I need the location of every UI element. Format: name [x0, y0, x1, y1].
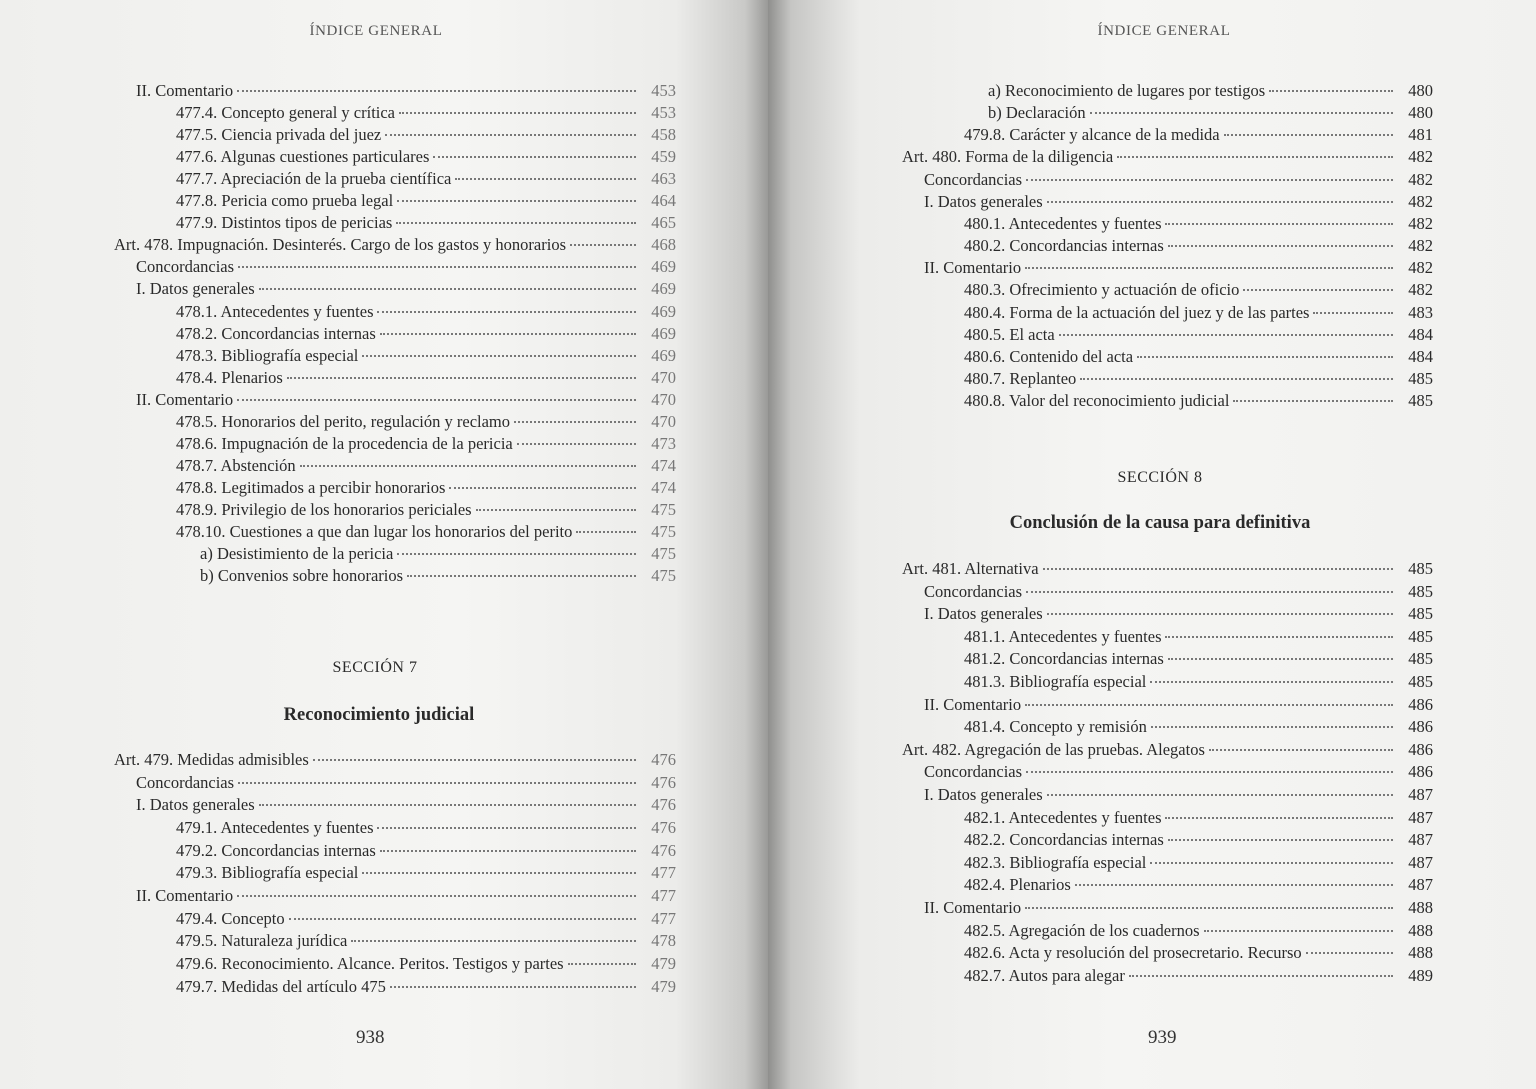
- dot-leader: [380, 849, 636, 852]
- toc-entry-page: 475: [651, 499, 676, 519]
- toc-entry-title: II. Comentario: [924, 694, 1022, 714]
- toc-entry-title: 480.3. Ofrecimiento y actuación de oficio: [964, 280, 1240, 300]
- toc-entry: [114, 817, 676, 839]
- toc-entry-title: 478.9. Privilegio de los honorarios periciales: [176, 499, 472, 519]
- section-8-title: Conclusión de la causa para definitiva: [1009, 513, 1311, 533]
- toc-entry: [902, 302, 1433, 324]
- right-page: [768, 0, 1536, 1089]
- dot-leader: [1026, 590, 1393, 593]
- dot-leader: [1080, 377, 1393, 380]
- dot-leader: [237, 89, 636, 92]
- toc-entry-title: 479.5. Naturaleza jurídica: [176, 931, 348, 951]
- toc-entry: [114, 521, 676, 543]
- toc-entry-title: I. Datos generales: [136, 279, 255, 299]
- toc-entry-page: 488: [1408, 898, 1433, 917]
- dot-leader: [390, 985, 636, 988]
- toc-entry: [902, 694, 1433, 716]
- toc-entry-page: 481: [1408, 125, 1433, 145]
- toc-entry: [114, 212, 676, 234]
- toc-entry: [114, 389, 676, 411]
- dot-leader: [517, 442, 636, 445]
- toc-entry-page: 464: [651, 191, 676, 211]
- toc-entry-title: 478.3. Bibliografía especial: [176, 345, 359, 365]
- toc-entry-title: a) Reconocimiento de lugares por testigos: [988, 81, 1266, 100]
- toc-entry-title: 482.2. Concordancias internas: [964, 830, 1164, 850]
- toc-entry-page: 453: [651, 81, 676, 100]
- toc-entry-page: 488: [1408, 920, 1433, 940]
- toc-entry-title: 479.3. Bibliografía especial: [176, 863, 359, 883]
- toc-entry-page: 459: [651, 147, 676, 167]
- toc-entry: [114, 749, 676, 771]
- toc-entry-page: 473: [651, 433, 676, 453]
- dot-leader: [1075, 883, 1393, 886]
- toc-entry: [114, 794, 676, 816]
- toc-entry-page: 485: [1408, 649, 1433, 669]
- toc-entry-page: 487: [1408, 785, 1433, 804]
- toc-entry-page: 469: [651, 279, 676, 299]
- toc-entry: [114, 499, 676, 521]
- dot-leader: [455, 177, 636, 180]
- toc-entry: [114, 477, 676, 499]
- toc-entry: [902, 124, 1433, 146]
- toc-entry: [114, 953, 676, 975]
- toc-entry: [902, 235, 1433, 257]
- toc-entry-page: 486: [1408, 717, 1433, 737]
- toc-entry-title: Art. 478. Impugnación. Desinterés. Cargo de los gastos y honorarios: [114, 235, 566, 255]
- toc-entry-page: 487: [1408, 852, 1433, 872]
- toc-entry-title: 479.7. Medidas del artículo 475: [176, 976, 386, 996]
- toc-entry-title: 478.8. Legitimados a percibir honorarios: [176, 477, 446, 497]
- dot-leader: [1129, 974, 1393, 977]
- toc-entry-title: 480.5. El acta: [964, 324, 1055, 344]
- toc-entry-title: Concordancias: [924, 169, 1023, 189]
- toc-entry-title: 477.4. Concepto general y crítica: [176, 103, 396, 123]
- toc-entry-page: 482: [1408, 191, 1433, 211]
- toc-entry: [114, 930, 676, 952]
- toc-entry: [902, 784, 1433, 806]
- toc-entry-title: 479.8. Carácter y alcance de la medida: [964, 125, 1220, 145]
- toc-entry-title: II. Comentario: [924, 258, 1022, 278]
- dot-leader: [1168, 244, 1393, 247]
- toc-entry-page: 463: [651, 169, 676, 189]
- toc-entry-page: 475: [651, 522, 676, 541]
- toc-entry-page: 474: [651, 477, 676, 497]
- dot-leader: [1151, 725, 1393, 728]
- toc-entry-page: 487: [1408, 875, 1433, 895]
- dot-leader: [1168, 657, 1393, 660]
- toc-entry-title: II. Comentario: [136, 389, 234, 409]
- toc-entry: [114, 168, 676, 190]
- dot-leader: [1168, 838, 1393, 841]
- dot-leader: [1047, 200, 1393, 203]
- toc-entry-page: 482: [1408, 236, 1433, 256]
- dot-leader: [1150, 861, 1393, 864]
- dot-leader: [1117, 155, 1393, 158]
- toc-entry: [114, 124, 676, 146]
- toc-entry-page: 477: [651, 908, 676, 928]
- dot-leader: [385, 133, 636, 136]
- toc-entry-page: 476: [651, 772, 676, 792]
- toc-entry-title: Concordancias: [136, 772, 235, 792]
- toc-entry-title: 479.4. Concepto: [176, 908, 285, 928]
- toc-entry-title: 481.4. Concepto y remisión: [964, 717, 1147, 737]
- toc-entry: [114, 772, 676, 794]
- dot-leader: [259, 803, 636, 806]
- toc-entry-title: 481.1. Antecedentes y fuentes: [964, 626, 1162, 646]
- toc-entry: [114, 543, 676, 565]
- dot-leader: [399, 111, 636, 114]
- toc-entry-page: 483: [1408, 302, 1433, 322]
- toc-entry-title: 482.7. Autos para alegar: [964, 965, 1125, 985]
- running-head-left: ÍNDICE GENERAL: [309, 23, 443, 39]
- toc-entry-title: 480.8. Valor del reconocimiento judicial: [964, 391, 1230, 411]
- dot-leader: [1269, 89, 1393, 92]
- toc-entry-title: Art. 481. Alternativa: [902, 559, 1039, 578]
- section-8-label: [1085, 469, 1235, 487]
- dot-leader: [1150, 680, 1393, 683]
- toc-entry: [902, 213, 1433, 235]
- toc-entry-page: 475: [651, 566, 676, 586]
- toc-entry: [114, 278, 676, 300]
- toc-entry-page: 487: [1408, 807, 1433, 827]
- toc-entry-title: 479.2. Concordancias internas: [176, 840, 376, 860]
- toc-entry-page: 486: [1408, 694, 1433, 714]
- toc-entry-page: 474: [651, 455, 676, 475]
- dot-leader: [1047, 612, 1393, 615]
- toc-entry: [902, 390, 1433, 412]
- dot-leader: [237, 398, 636, 401]
- toc-entry-page: 484: [1408, 324, 1433, 344]
- toc-entry: [114, 367, 676, 389]
- toc-entry: [902, 146, 1433, 168]
- toc-entry: [902, 603, 1433, 625]
- dot-leader: [1025, 703, 1393, 706]
- toc-entry-page: 469: [651, 301, 676, 321]
- toc-entry-title: 482.5. Agregación de los cuadernos: [964, 920, 1200, 940]
- toc-entry: [902, 581, 1433, 603]
- dot-leader: [289, 917, 636, 920]
- toc-entry-title: Concordancias: [924, 762, 1023, 782]
- toc-entry: [114, 190, 676, 212]
- toc-entry-title: Art. 479. Medidas admisibles: [114, 750, 309, 769]
- toc-entry: [902, 716, 1433, 738]
- toc-entry-page: 469: [651, 345, 676, 365]
- toc-entry: [902, 761, 1433, 783]
- dot-leader: [1047, 793, 1393, 796]
- dot-leader: [1043, 567, 1393, 570]
- dot-leader: [433, 155, 636, 158]
- dot-leader: [259, 287, 636, 290]
- toc-entry-title: II. Comentario: [136, 885, 234, 905]
- toc-entry: [902, 346, 1433, 368]
- dot-leader: [397, 552, 636, 555]
- toc-entry: [902, 942, 1433, 964]
- toc-entry: [902, 191, 1433, 213]
- toc-entry-title: b) Declaración: [988, 103, 1086, 123]
- toc-entry-page: 489: [1408, 965, 1433, 985]
- toc-entry-page: 475: [651, 544, 676, 564]
- toc-entry-page: 485: [1408, 559, 1433, 578]
- toc-entry-title: 477.6. Algunas cuestiones particulares: [176, 147, 430, 167]
- toc-entry: [902, 920, 1433, 942]
- toc-entry-title: 477.7. Apreciación de la prueba científica: [176, 169, 452, 189]
- toc-entry-title: I. Datos generales: [924, 191, 1043, 211]
- dot-leader: [313, 758, 636, 761]
- toc-entry-title: 477.8. Pericia como prueba legal: [176, 191, 394, 211]
- dot-leader: [1313, 311, 1393, 314]
- toc-entry-title: Art. 482. Agregación de las pruebas. Alegatos: [902, 739, 1205, 759]
- toc-entry-title: Art. 480. Forma de la diligencia: [902, 147, 1114, 167]
- toc-entry-page: 476: [651, 750, 676, 769]
- toc-entry-page: 479: [651, 953, 676, 973]
- toc-entry: [114, 885, 676, 907]
- toc-entry-page: 479: [651, 976, 676, 996]
- dot-leader: [514, 420, 636, 423]
- dot-leader: [1090, 111, 1393, 114]
- toc-entry: [114, 80, 676, 102]
- dot-leader: [1025, 266, 1393, 269]
- toc-entry-title: 478.7. Abstención: [176, 455, 296, 475]
- toc-entry-page: 486: [1408, 762, 1433, 782]
- toc-entry: [114, 323, 676, 345]
- toc-entry: [114, 411, 676, 433]
- toc-entry-page: 482: [1408, 147, 1433, 167]
- toc-entry: [114, 256, 676, 278]
- dot-leader: [238, 781, 636, 784]
- dot-leader: [380, 332, 636, 335]
- dot-leader: [377, 310, 636, 313]
- toc-entry-page: 453: [651, 103, 676, 123]
- toc-entry: [902, 807, 1433, 829]
- dot-leader: [568, 962, 636, 965]
- toc-entry-page: 485: [1408, 604, 1433, 624]
- toc-entry: [902, 648, 1433, 670]
- toc-entry-title: 478.5. Honorarios del perito, regulación y reclamo: [176, 411, 511, 431]
- toc-entry-page: 476: [651, 840, 676, 860]
- toc-entry-title: 478.2. Concordancias internas: [176, 323, 376, 343]
- toc-entry-title: 480.7. Replanteo: [964, 368, 1077, 388]
- toc-entry: [902, 80, 1433, 102]
- toc-entry-title: 482.6. Acta y resolución del prosecretario. Recurso: [964, 943, 1302, 963]
- toc-entry-page: 482: [1408, 258, 1433, 278]
- dot-leader: [397, 199, 636, 202]
- dot-leader: [1026, 178, 1393, 181]
- section-7-label: [300, 659, 450, 677]
- toc-entry-page: 477: [651, 863, 676, 883]
- dot-leader: [377, 826, 636, 829]
- dot-leader: [1025, 906, 1393, 909]
- toc-entry-title: 478.4. Plenarios: [176, 367, 283, 387]
- toc-entry-title: 477.9. Distintos tipos de pericias: [176, 213, 393, 233]
- toc-entry-title: b) Convenios sobre honorarios: [200, 566, 404, 586]
- toc-entry: [902, 324, 1433, 346]
- toc-entry: [902, 558, 1433, 580]
- toc-entry-page: 482: [1408, 213, 1433, 233]
- toc-entry-page: 485: [1408, 581, 1433, 601]
- toc-entry: [114, 345, 676, 367]
- toc-entry-title: 482.4. Plenarios: [964, 875, 1071, 895]
- toc-entry: [902, 874, 1433, 896]
- toc-entry: [902, 965, 1433, 987]
- dot-leader: [300, 464, 636, 467]
- toc-entry-page: 470: [651, 389, 676, 409]
- section-number: 7: [408, 659, 418, 676]
- toc-entry: [902, 897, 1433, 919]
- folio-right: 939: [1148, 1027, 1177, 1048]
- dot-leader: [476, 508, 636, 511]
- toc-entry: [114, 908, 676, 930]
- dot-leader: [1306, 951, 1393, 954]
- toc-entry-page: 478: [651, 931, 676, 951]
- toc-entry-title: 479.1. Antecedentes y fuentes: [176, 817, 374, 837]
- toc-entry-title: I. Datos generales: [924, 785, 1043, 804]
- toc-entry-title: 480.6. Contenido del acta: [964, 346, 1134, 366]
- dot-leader: [287, 376, 636, 379]
- toc-entry: [114, 102, 676, 124]
- toc-entry-page: 469: [651, 323, 676, 343]
- dot-leader: [351, 939, 636, 942]
- toc-entry-page: 485: [1408, 391, 1433, 411]
- toc-entry: [902, 102, 1433, 124]
- toc-entry-page: 458: [651, 125, 676, 145]
- toc-entry-title: 480.4. Forma de la actuación del juez y de las partes: [964, 302, 1310, 322]
- toc-entry-title: 482.1. Antecedentes y fuentes: [964, 807, 1162, 827]
- dot-leader: [1204, 929, 1393, 932]
- toc-entry: [902, 368, 1433, 390]
- toc-entry: [114, 976, 676, 998]
- section-word: SECCIÓN: [332, 659, 405, 676]
- toc-entry-page: 486: [1408, 739, 1433, 759]
- toc-entry: [902, 671, 1433, 693]
- toc-entry-title: II. Comentario: [136, 81, 234, 100]
- dot-leader: [238, 265, 636, 268]
- dot-leader: [396, 221, 636, 224]
- toc-entry-page: 482: [1408, 169, 1433, 189]
- toc-entry: [902, 279, 1433, 301]
- toc-entry: [114, 146, 676, 168]
- toc-entry-page: 480: [1408, 81, 1433, 100]
- toc-entry: [114, 565, 676, 587]
- toc-entry-page: 482: [1408, 280, 1433, 300]
- toc-entry-title: 480.2. Concordancias internas: [964, 236, 1164, 256]
- toc-entry: [902, 169, 1433, 191]
- toc-entry: [902, 626, 1433, 648]
- running-head-right: ÍNDICE GENERAL: [1097, 23, 1231, 39]
- toc-entry: [114, 433, 676, 455]
- toc-entry-title: I. Datos generales: [924, 604, 1043, 624]
- toc-entry-title: 482.3. Bibliografía especial: [964, 852, 1147, 872]
- dot-leader: [237, 894, 636, 897]
- dot-leader: [1224, 133, 1393, 136]
- toc-entry-title: I. Datos generales: [136, 795, 255, 815]
- toc-entry: [114, 301, 676, 323]
- toc-entry-title: a) Desistimiento de la pericia: [200, 544, 394, 564]
- toc-entry: [902, 852, 1433, 874]
- toc-entry: [114, 455, 676, 477]
- dot-leader: [449, 486, 636, 489]
- toc-entry-title: Concordancias: [136, 257, 235, 277]
- toc-entry: [902, 739, 1433, 761]
- toc-entry-page: 476: [651, 795, 676, 815]
- section-number: 8: [1193, 469, 1203, 486]
- dot-leader: [1243, 288, 1393, 291]
- toc-entry-page: 484: [1408, 346, 1433, 366]
- toc-entry-page: 468: [651, 235, 676, 255]
- toc-entry: [902, 829, 1433, 851]
- dot-leader: [1137, 355, 1393, 358]
- section-7-title: Reconocimiento judicial: [283, 705, 475, 725]
- toc-entry: [114, 840, 676, 862]
- section-word: SECCIÓN: [1117, 469, 1190, 486]
- toc-entry-title: 479.6. Reconocimiento. Alcance. Peritos. Testigos y partes: [176, 953, 564, 973]
- dot-leader: [362, 354, 636, 357]
- toc-entry-page: 487: [1408, 830, 1433, 850]
- dot-leader: [1209, 748, 1393, 751]
- dot-leader: [1026, 770, 1393, 773]
- dot-leader: [1233, 399, 1393, 402]
- dot-leader: [1165, 222, 1393, 225]
- toc-entry-title: 481.3. Bibliografía especial: [964, 672, 1147, 691]
- toc-entry-page: 485: [1408, 672, 1433, 691]
- toc-entry-title: 478.1. Antecedentes y fuentes: [176, 301, 374, 321]
- toc-entry-title: 481.2. Concordancias internas: [964, 649, 1164, 669]
- toc-entry-title: 478.10. Cuestiones a que dan lugar los honorarios del perito: [176, 522, 573, 541]
- toc-entry-title: 477.5. Ciencia privada del juez: [176, 125, 382, 145]
- toc-entry-title: 478.6. Impugnación de la procedencia de la pericia: [176, 433, 513, 453]
- toc-entry-page: 469: [651, 257, 676, 277]
- toc-entry-page: 477: [651, 885, 676, 905]
- dot-leader: [1165, 816, 1393, 819]
- dot-leader: [570, 243, 636, 246]
- toc-entry-page: 480: [1408, 103, 1433, 123]
- dot-leader: [407, 574, 636, 577]
- toc-entry-page: 470: [651, 367, 676, 387]
- toc-entry-title: 480.1. Antecedentes y fuentes: [964, 213, 1162, 233]
- toc-entry-page: 465: [651, 213, 676, 233]
- toc-entry-title: II. Comentario: [924, 898, 1022, 917]
- toc-entry-page: 485: [1408, 368, 1433, 388]
- toc-entry-title: Concordancias: [924, 581, 1023, 601]
- toc-entry-page: 485: [1408, 626, 1433, 646]
- dot-leader: [1059, 333, 1393, 336]
- toc-entry-page: 476: [651, 817, 676, 837]
- dot-leader: [1165, 635, 1393, 638]
- toc-entry-page: 470: [651, 411, 676, 431]
- dot-leader: [576, 530, 636, 533]
- toc-entry: [114, 862, 676, 884]
- toc-entry-page: 488: [1408, 943, 1433, 963]
- folio-left: 938: [356, 1027, 385, 1048]
- dot-leader: [362, 871, 636, 874]
- toc-entry: [114, 234, 676, 256]
- toc-entry: [902, 257, 1433, 279]
